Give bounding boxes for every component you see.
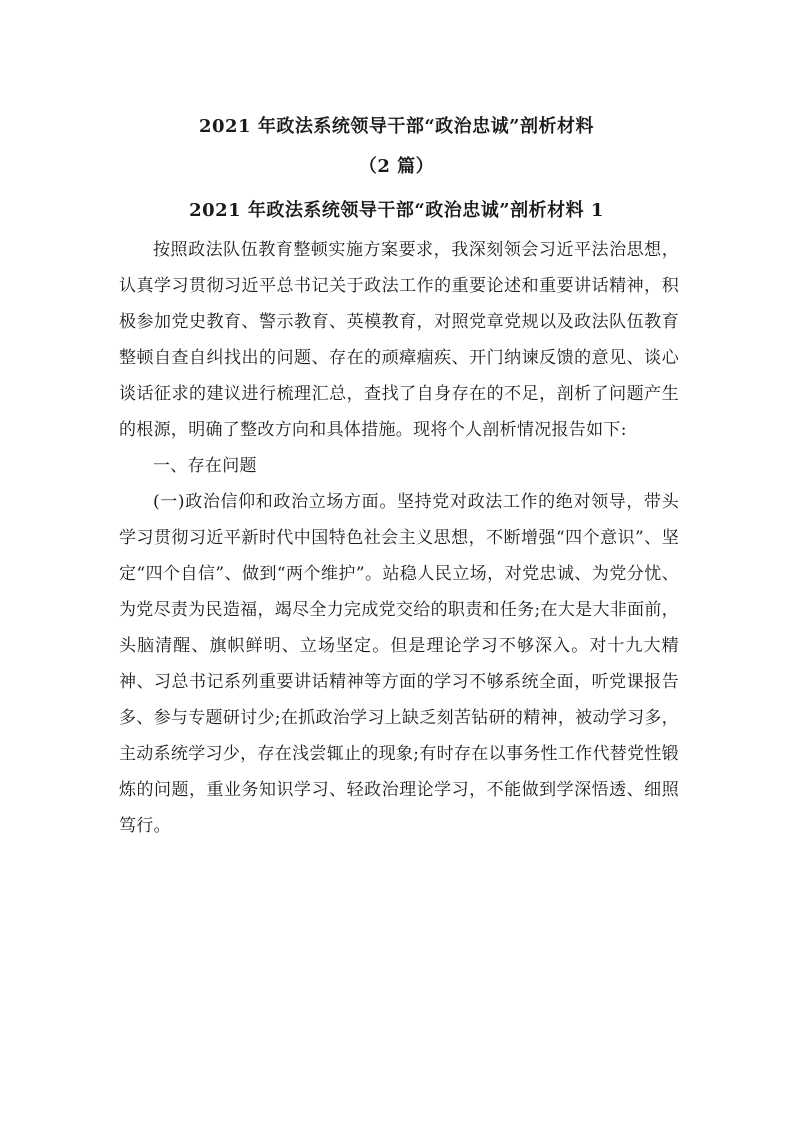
intro-paragraph: 按照政法队伍教育整顿实施方案要求，我深刻领会习近平法治思想，认真学习贯彻习近平总书记关于政法工作的重要论述和重要讲话精神，积极参加党史教育、警示教育、英模教育，对照党章党规以及政法队伍教育整顿自查自纠找出的问题、存在的顽瘴痼疾、开门纳谏反馈的意见、谈心谈话征求的建议进行梳理汇总，查找了自身存在的不足，剖析了问题产生的根源，明确了整改方向和具体措施。现将个人剖析情况报告如下:	[119, 240, 679, 440]
document-subtitle: 2021 年政法系统领导干部“政治忠诚”剖析材料 1	[189, 200, 604, 221]
document-body	[119, 232, 679, 844]
document-count: （2 篇）	[358, 156, 435, 177]
document-title: 2021 年政法系统领导干部“政治忠诚”剖析材料	[198, 116, 595, 137]
section-heading: 一、存在问题	[153, 456, 257, 476]
section-paragraph: (一)政治信仰和政治立场方面。坚持党对政法工作的绝对领导，带头学习贯彻习近平新时代中国特色社会主义思想，不断增强“四个意识”、坚定“四个自信”、做到“两个维护”。站稳人民立场，对党忠诚、为党分忧、为党尽责为民造福，竭尽全力完成党交给的职责和任务;在大是大非面前，头脑清醒、旗帜鲜明、立场坚定。但是理论学习不够深入。对十九大精神、习总书记系列重要讲话精神等方面的学习不够系统全面，听党课报告多、参与专题研讨少;在抓政治学习上缺乏刻苦钻研的精神，被动学习多，主动系统学习少，存在浅尝辄止的现象;有时存在以事务性工作代替党性锻炼的问题，重业务知识学习、轻政治理论学习，不能做到学深悟透、细照笃行。	[119, 492, 679, 836]
